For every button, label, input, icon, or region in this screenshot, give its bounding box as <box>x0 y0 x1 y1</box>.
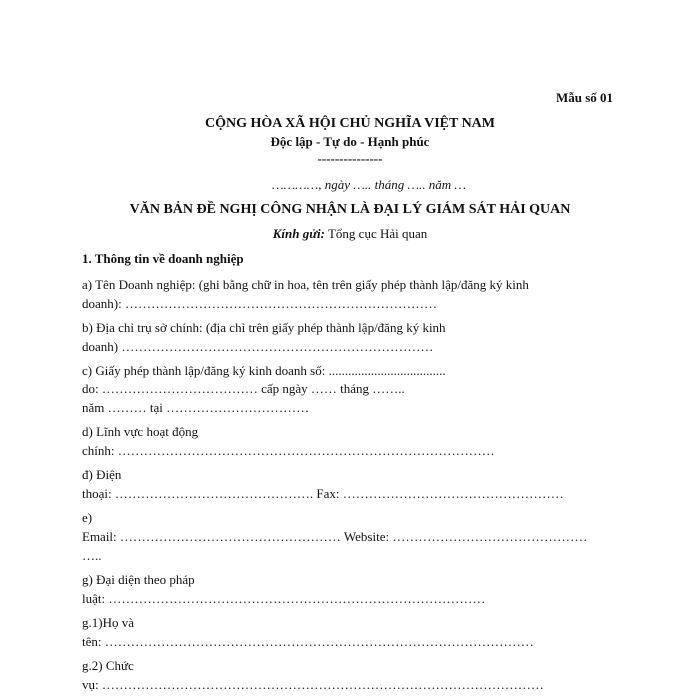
field-e-line3: ….. <box>82 548 102 563</box>
field-d-line2: chính: …………………………………………………………………………… <box>82 443 495 458</box>
field-c-line2: do: ……………………………… cấp ngày …… tháng …….. <box>82 381 405 396</box>
field-c-line3: năm ……… tại …………………………… <box>82 400 310 415</box>
field-g2-line2: vụ: ………………………………………………………………………………………… <box>82 677 544 692</box>
field-d-line1: d) Lĩnh vực hoạt động <box>82 424 199 439</box>
field-e-line2: Email: …………………………………………… Website: ……………………………………… <box>82 529 588 544</box>
field-a-line1: a) Tên Doanh nghiệp: (ghi bằng chữ in hoa, tên trên giấy phép thành lập/đăng ký kinh <box>82 277 529 292</box>
field-g1-line1: g.1)Họ và <box>82 615 134 630</box>
country-header: CỘNG HÒA XÃ HỘI CHỦ NGHĨA VIỆT NAM <box>204 116 495 131</box>
recipient-value: Tổng cục Hải quan <box>324 226 428 241</box>
document-title: VĂN BẢN ĐỀ NGHỊ CÔNG NHẬN LÀ ĐẠI LÝ GIÁM SÁT HẢI QUAN <box>129 202 571 217</box>
field-dd-line1: đ) Điện <box>82 467 122 482</box>
date-line: …………, ngày ….. tháng ….. năm … <box>272 177 466 192</box>
field-g-line2: luật: …………………………………………………………………………… <box>82 591 486 606</box>
field-b-line1: b) Địa chỉ trụ sở chính: (địa chỉ trên giấy phép thành lập/đăng ký kinh <box>82 320 446 335</box>
motto: Độc lập - Tự do - Hạnh phúc <box>270 134 430 149</box>
field-a-line2: doanh): ……………………………………………………………… <box>82 296 437 311</box>
field-g1-line2: tên: ……………………………………………………………………………………… <box>82 634 534 649</box>
section-1-heading: 1. Thông tin về doanh nghiệp <box>82 251 244 266</box>
field-g2-line1: g.2) Chức <box>82 658 134 673</box>
field-g-line1: g) Đại diện theo pháp <box>82 572 195 587</box>
field-b-line2: doanh) ……………………………………………………………… <box>82 339 434 354</box>
form-number: Mẫu số 01 <box>556 90 614 105</box>
field-e-line1: e) <box>82 510 93 525</box>
header-separator: --------------- <box>317 151 383 166</box>
recipient-label: Kính gửi: <box>272 226 325 241</box>
field-c-line1: c) Giấy phép thành lập/đăng ký kinh doanh số: .................................... <box>82 363 446 378</box>
field-dd-line2: thoại: ………………………………………. Fax: …………………………………………… <box>82 486 564 501</box>
recipient-line <box>0 226 700 242</box>
